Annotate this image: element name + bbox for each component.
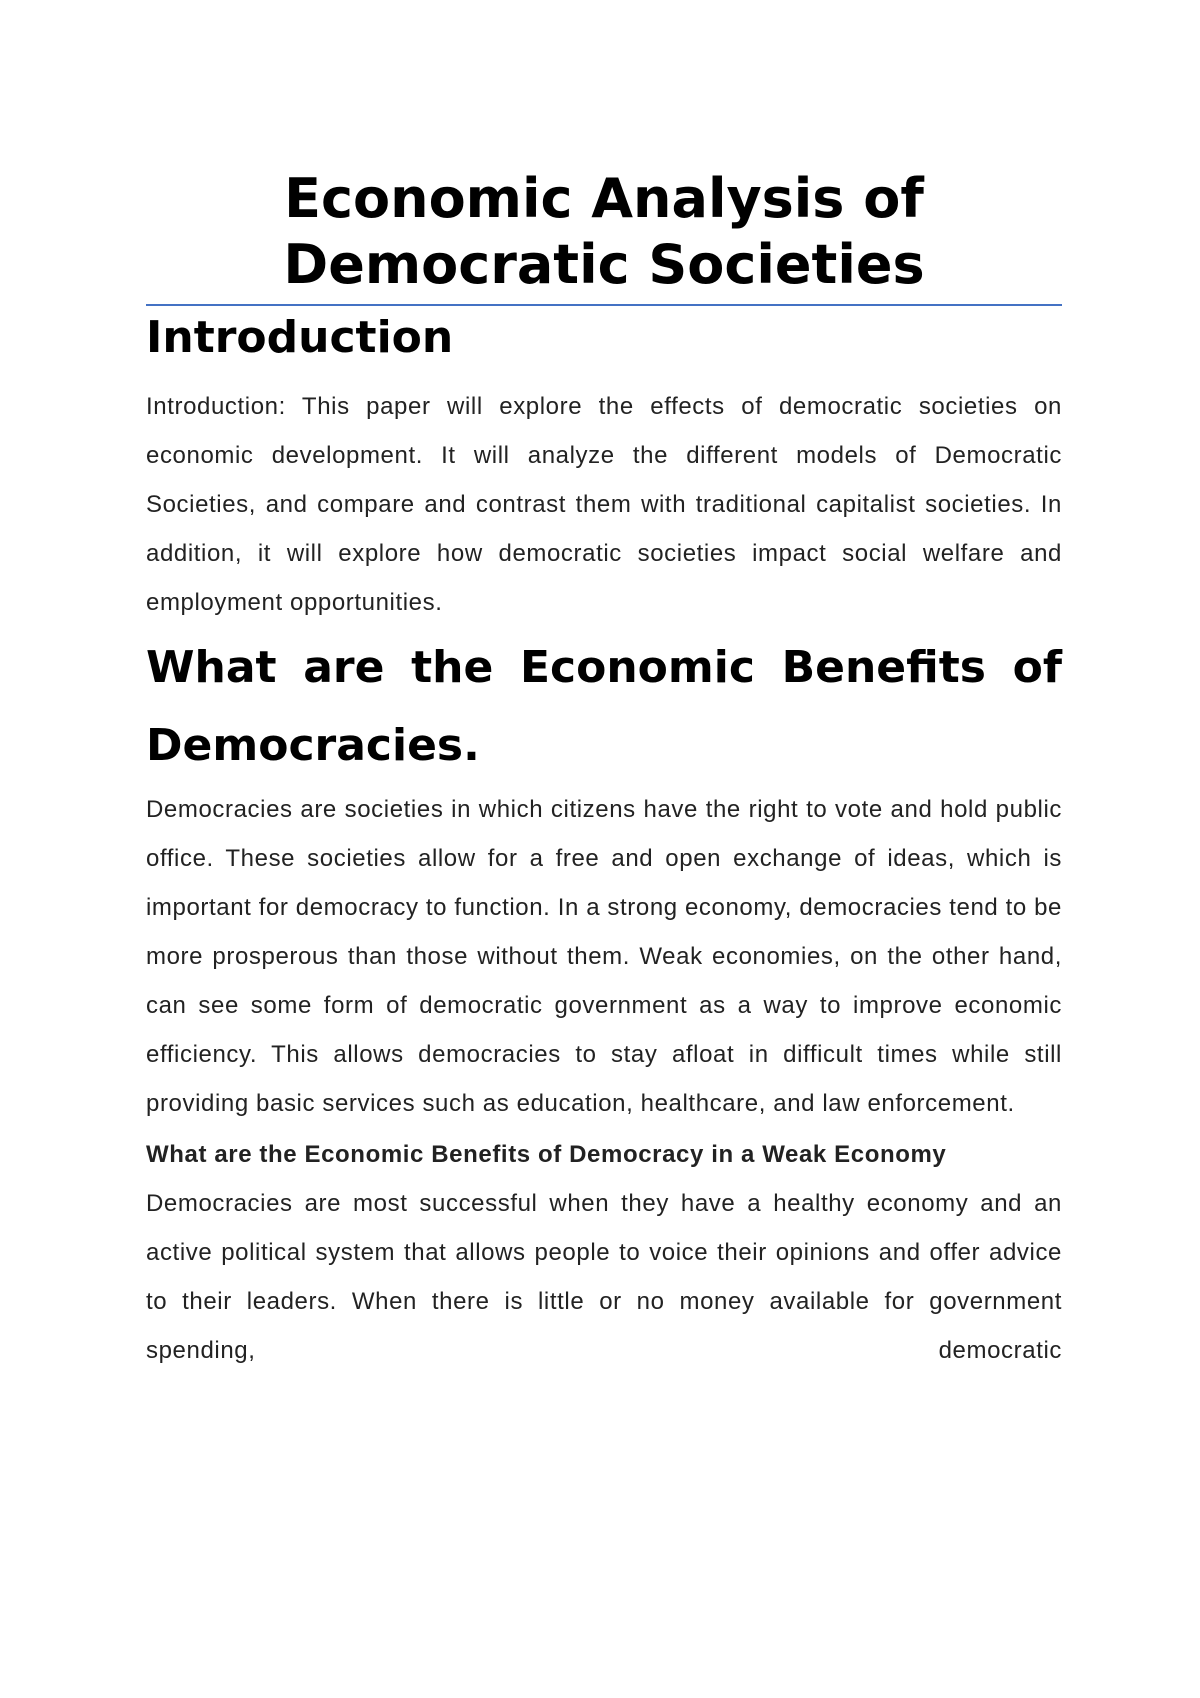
- document-content: [146, 166, 1062, 1377]
- document-title: [146, 166, 1062, 306]
- section-paragraph-weak-economy: Democracies are most successful when they have a healthy economy and an active political system that allows people to voice their opinions and offer advice to their leaders. When there is little or no money available for government spending, democratic: [146, 1190, 1062, 1364]
- section-heading-weak-economy: What are the Economic Benefits of Democracy in a Weak Economy: [146, 1141, 947, 1168]
- section-paragraph-economic-benefits: Democracies are societies in which citizens have the right to vote and hold public office. These societies allow for a free and open exchange of ideas, which is important for democracy to function. In a strong economy, democracies tend to be more prosperous than those without them. Weak economies, on the other hand, can see some form of democratic government as a way to improve economic efficiency. This allows democracies to stay afloat in difficult times while still providing basic services such as education, healthcare, and law enforcement.: [146, 796, 1062, 1117]
- section-heading-introduction: Introduction: [146, 312, 454, 363]
- section-heading-economic-benefits: What are the Economic Benefits of Democracies.: [146, 642, 1062, 771]
- document-title-line-1: Economic Analysis of: [284, 167, 924, 230]
- section-paragraph-introduction: Introduction: This paper will explore the effects of democratic societies on economic development. It will analyze the different models of Democratic Societies, and compare and contrast them with traditional capitalist societies. In addition, it will explore how democratic societies impact social welfare and employment opportunities.: [146, 393, 1062, 616]
- document-title-line-2: Democratic Societies: [283, 233, 925, 296]
